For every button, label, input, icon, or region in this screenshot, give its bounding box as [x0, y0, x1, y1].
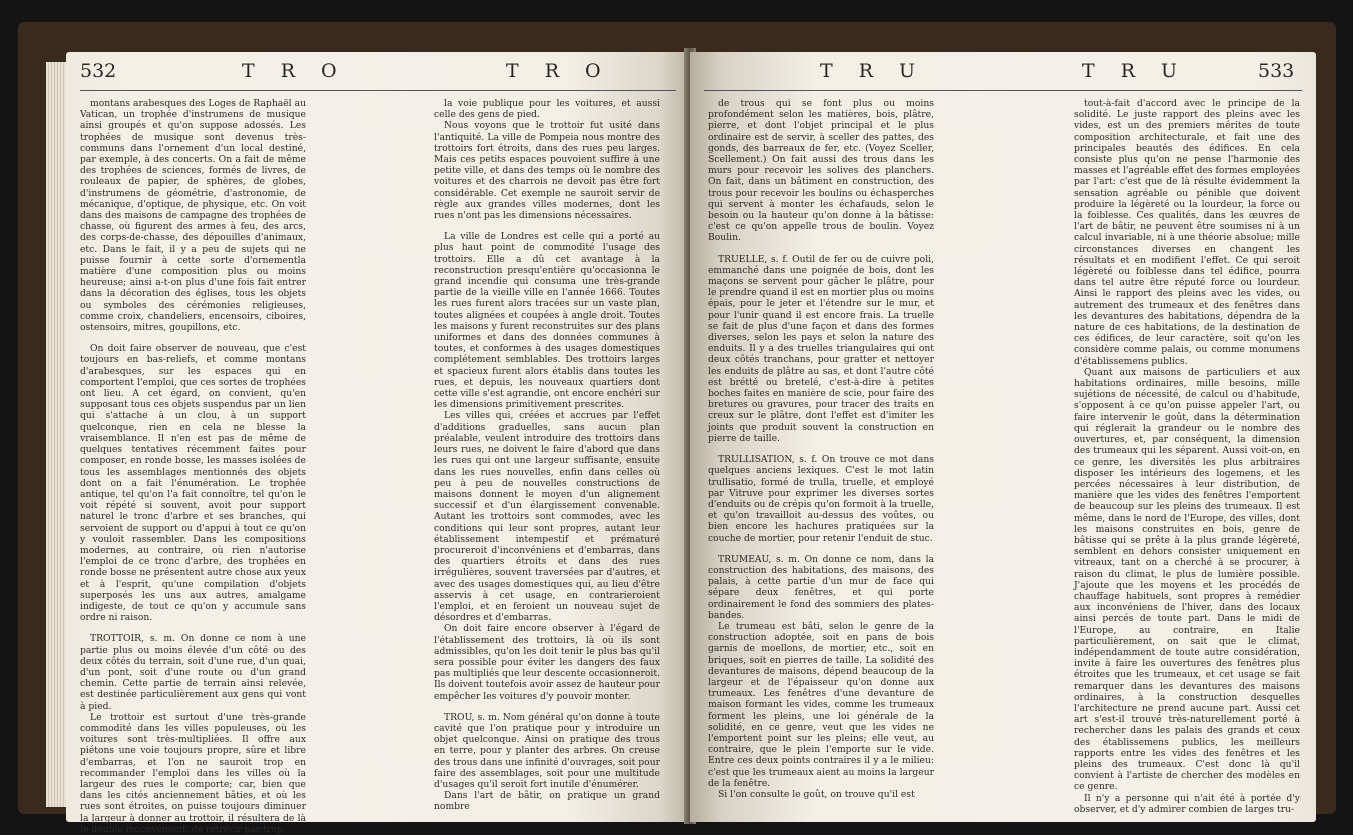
right-head-rule	[704, 90, 1302, 91]
paragraph: Dans l'art de bâtir, on pratique un grand nombre	[434, 790, 660, 813]
paragraph: Le trottoir est surtout d'une très-grande commodité dans les villes populeuses, où les voitures sont très-multipliées. Il offre aux piétons une voie toujours propre, sûre et libre d'embarras, et l'on ne sauroit trop en recommander l'emploi dans les villes où la largeur des rues le comporte; car, bien que dans les cités anciennement bâties, et où les rues sont étroites, on puisse toujours diminuer la largeur à donner au trottoir, il résultera de là le double inconvénient, de rétrécir par trop	[80, 711, 306, 835]
paragraph: Il n'y a personne qui n'ait été à portée d'y observer, et d'y admirer combien de larges tru-	[1074, 792, 1300, 815]
right-page-number: 533	[1258, 60, 1295, 82]
paragraph: TRUELLE, s. f. Outil de fer ou de cuivre poli, emmanché dans une poignée de bois, dont les maçons se servent pour gâcher le plâtre, pour le prendre quand il est en mortier plus ou moins épais, pour le jeter et l'étendre sur le mur, et pour l'unir quand il est encore frais. La truelle se fait de plus d'une façon et dans des formes diverses, selon les pays et selon la nature des enduits. Il y a des truelles triangulaires qui ont deux côtés tranchans, pour gratter et nettoyer les enduits de plâtre au sas, et dont l'autre côté est brétté ou bretelé, c'est-à-dire à petites boches faites en manière de scie, pour faire des bretures ou gravures, pour tracer des traits en creux sur le plâtre, dont l'effet est d'imiter les joints que produit souvent la construction en pierre de taille.	[708, 253, 934, 444]
book-spread	[18, 22, 1336, 835]
left-page-number: 532	[80, 60, 117, 82]
paragraph: de trous qui se font plus ou moins profondément selon les matières, bois, plâtre, pierre, et dont l'objet principal et le plus ordinaire est de servir, à sceller des pattes, des gonds, des barreaux de fer, etc. (Voyez Sceller, Scellement.) On fait aussi des trous dans les murs pour recevoir les solives des planchers. On fait, dans un bâtiment en construction, des trous pour recevoir les boulins ou échasperches qui servent à monter les échafauds, selon le besoin ou la hauteur qu'on donne à la bâtisse: c'est ce qu'on appelle trous de boulin. Voyez Boulin.	[708, 98, 934, 244]
right-head-col2: T R U	[1082, 60, 1188, 82]
right-column-1	[708, 98, 934, 800]
right-column-2	[1074, 98, 1300, 815]
paragraph: TROU, s. m. Nom général qu'on donne à toute cavité que l'on pratique pour y introduire un objet quelconque. Ainsi on pratique des trous en terre, pour y planter des arbres. On creuse des trous dans une infinité d'ouvrages, soit pour faire des assemblages, soit pour une multitude d'usages qu'il seroit fort inutile d'énumérer.	[434, 711, 660, 790]
paragraph: la voie publique pour les voitures, et aussi celle des gens de pied.	[434, 98, 660, 121]
paragraph: TRULLISATION, s. f. On trouve ce mot dans quelques anciens lexiques. C'est le mot latin trullisatio, formé de trulla, truelle, et employé par Vitruve pour exprimer les diverses sortes d'enduits ou de crépis qu'on formoit à la truelle, et qu'on travailloit au-dessus des voûtes, ou bien encore les hachures pratiquées sur la couche de mortier, pour retenir l'enduit de stuc.	[708, 454, 934, 544]
left-head-rule	[80, 90, 676, 91]
left-page	[66, 52, 692, 835]
paragraph: On doit faire encore observer à l'égard de l'établissement des trottoirs, là où ils sont admissibles, qu'on les doit tenir le plus bas qu'il sera possible pour éviter les dangers des faux pas multipliés que leur descente occasionneroit. Ils doivent toutefois avoir assez de hauteur pour empêcher les voitures d'y pouvoir monter.	[434, 623, 660, 702]
paragraph: Les villes qui, créées et accrues par l'effet d'additions graduelles, sans aucun plan préalable, veulent introduire des trottoirs dans leurs rues, ne doivent le faire d'abord que dans les rues qui ont une largeur suffisante, ensuite dans les rues nouvelles, enfin dans celles où peu à peu de nouvelles constructions de maisons donnent le moyen d'un alignement successif et d'un élargissement convenable. Autant les trottoirs sont commodes, avec les conditions qui leur sont propres, autant leur établissement intempestif et prématuré procureroit d'inconvéniens et d'embarras, dans des quartiers étroits et dans des rues irrégulières, souvent traversées par d'autres, et avec des usages domestiques qui, au lieu d'être asservis à cet usage, en contrarieroient l'emploi, et en feroient un nouveau sujet de désordres et d'embarras.	[434, 410, 660, 624]
paragraph: Le trumeau est bâti, selon le genre de la construction adoptée, soit en pans de bois garnis de moellons, de mortier, etc., soit en briques, soit en pierres de taille. La solidité des devantures de maisons, dépend beaucoup de la largeur et de l'épaisseur qu'on donne aux trumeaux. Les fenêtres d'une devanture de maison formant les vides, comme les trumeaux forment les pleins, une loi générale de la solidité, en ce genre, veut que les vides ne l'emportent point sur les pleins; elle veut, au contraire, que le plein l'emporte sur le vide. Entre ces deux points contraires il y a le milieu: c'est que les trumeaux aient au moins la largeur de la fenêtre.	[708, 620, 934, 789]
paragraph: Nous voyons que le trottoir fut usité dans l'antiquité. La ville de Pompeia nous montre des trottoirs fort étroits, dans des rues peu larges. Mais ces petits espaces pouvoient suffire à une petite ville, et dans des temps où le nombre des voitures et des charrois ne devoit pas être fort considérable. Cet exemple ne sauroit servir de règle aux grandes villes modernes, dont les rues n'ont pas les dimensions nécessaires.	[434, 120, 660, 222]
left-running-head	[66, 60, 692, 90]
paragraph: La ville de Londres est celle qui a porté au plus haut point de commodité l'usage des trottoirs. Elle a dû cet avantage à la reconstruction presqu'entière qu'occasionna le grand incendie qui consuma une très-grande partie de la vieille ville en l'année 1666. Toutes les rues furent alors tracées sur un vaste plan, toutes alignées et coupées à angle droit. Toutes les maisons y furent reconstruites sur des plans uniformes et dans des données communes à toutes, et conformes à des usages domestiques complétement semblables. Des trottoirs larges et spacieux furent alors établis dans toutes les rues, et depuis, les nouveaux quartiers dont cette ville s'est agrandie, ont encore enchéri sur les dimensions primitivement prescrites.	[434, 231, 660, 411]
right-page	[690, 52, 1316, 822]
left-column-2	[434, 98, 660, 813]
left-head-col1: T R O	[242, 60, 347, 82]
paragraph: TRUMEAU, s. m. On donne ce nom, dans la construction des habitations, des maisons, des palais, à cette partie d'un mur de face qui sépare deux fenêtres, et qui porte ordinairement le fond des sommiers des plates-bandes.	[708, 553, 934, 621]
paragraph: On doit faire observer de nouveau, que c'est toujours en bas-reliefs, et comme montans d'arabesques, sur les espaces qui en comportent l'emploi, que ces sortes de trophées ont lieu. A cet égard, on convient, qu'en supposant tous ces objets suspendus par un lien qui s'attache à un clou, à un support quelconque, rien en cela ne blesse la vraisemblance. Il n'en est pas de même de quelques tentatives récemment faites pour composer, en ronde bosse, les masses isolées de tous les assemblages mentionnés des objets dont on a fait l'énumération. Le trophée antique, tel qu'on l'a fait connoître, tel qu'on le voit répété si souvent, avoit pour support naturel le tronc d'arbre et ses branches, qui servoient de support ou d'appui à tout ce qu'on y vouloit rassembler. Dans les compositions modernes, au contraire, où rien n'autorise l'emploi de ce tronc d'arbre, des trophées en ronde bosse ne présentent autre chose aux yeux et à l'esprit, qu'une compilation d'objets superposés les uns aux autres, amalgame indigeste, de tout ce qu'on y accumule sans ordre ni raison.	[80, 343, 306, 624]
paragraph: TROTTOIR, s. m. On donne ce nom à une partie plus ou moins élevée d'un côté ou des deux côtés du terrain, soit d'une rue, d'un quai, d'un pont, soit d'une route ou d'un grand chemin. Cette partie de terrain ainsi relevée, est destinée particulièrement aux gens qui vont à pied.	[80, 633, 306, 712]
paragraph: Si l'on consulte le goût, on trouve qu'il est	[718, 788, 915, 800]
right-running-head	[690, 60, 1316, 90]
paragraph: Quant aux maisons de particuliers et aux habitations ordinaires, mille besoins, mille sujétions de nécessité, de calcul ou d'habitude, s'opposent à ce qu'on puisse appeler l'art, ou faire intervenir le goût, dans la détermination qui réglerait la grandeur ou le nombre des ouvertures, et, par conséquent, la dimension des trumeaux qui les séparent. Aussi voit-on, en ce genre, les diversités les plus arbitraires disposer les intérieurs des logemens, et les percées nécessaires à leur distribution, de manière que les vides des fenêtres l'emportent de beaucoup sur les pleins des trumeaux. Il est même, dans le nord de l'Europe, des villes, dont les maisons construites en bois, genre de bâtisse qui se prête à la plus grande légèreté, semblent en dehors consister uniquement en vitreaux, tant on a cherché à se procurer, à raison du climat, le plus de lumière possible. J'ajoute que les moyens et les procédés de chauffage habituels, sont propres à remédier aux inconvéniens de l'hiver, dans des locaux ainsi percés de toute part. Dans le midi de l'Europe, au contraire, en Italie particulièrement, on sait que le climat, indépendamment de toute autre considération, invite à faire les ouvertures des fenêtres plus étroites que les trumeaux, et cet usage se fait remarquer dans les devantures des maisons ordinaires, à la construction desquelles l'architecture ne prend aucune part. Aussi cet art s'est-il trouvé très-naturellement porté à rechercher dans les palais des grands et ceux des établissemens publics, les meilleurs rapports entre les vides des fenêtres et les pleins des trumeaux. C'est donc là qu'il convient à l'artiste de chercher des modèles en ce genre.	[1074, 366, 1300, 793]
paragraph: tout-à-fait d'accord avec le principe de la solidité. Le juste rapport des pleins avec les vides, est un des premiers mérites de toute composition architecturale, et fait une des principales beautés des édifices. En cela consiste plus qu'on ne pense l'harmonie des masses et l'agréable effet des formes employées par l'art: c'est que de là résulte évidemment la sensation agréable ou pénible que doivent produire la légèreté ou la lourdeur, la force ou la foiblesse. Ces qualités, dans les œuvres de l'art de bâtir, ne peuvent être soumises ni à un calcul invariable, ni à une théorie absolue; mille circonstances diverses en changent les résultats et en modifient l'effet. Ce qui seroit légèreté ou foiblesse dans tel édifice, pourra dans tel autre être réputé force ou lourdeur. Ainsi le rapport des pleins avec les vides, ou autrement des trumeaux et des fenêtres dans les devantures des habitations, dépendra de la nature de ces habitations, de la destination de ces édifices, de leur caractère, soit qu'on les considère comme palais, ou comme monumens d'établissemens publics.	[1074, 98, 1300, 367]
left-column-1	[80, 98, 306, 835]
left-head-col2: T R O	[506, 60, 611, 82]
right-head-col1: T R U	[820, 60, 926, 82]
paragraph: montans arabesques des Loges de Raphaël au Vatican, un trophée d'instrumens de musique ainsi groupés et qu'on suppose adossés. Les trophées de musique sont devenus très-communs dans l'ornement d'un local destiné, par exemple, à des concerts. On a fait de même des trophées de sciences, formés de livres, de rouleaux de papier, de sphères, de globes, d'instrumens de géométrie, d'astronomie, de mécanique, d'optique, de physique, etc. On voit dans des maisons de campagne des trophées de chasse, où figurent des armes à feu, des arcs, des corps-de-chasse, des dépouilles d'animaux, etc. Dans le fait, il y a peu de sujets qui ne puisse fournir à cette sorte d'ornementla matière d'une composition plus ou moins heureuse; ainsi a-t-on plus d'une fois fait entrer dans la décoration des églises, tous les objets ou symboles des cérémonies religieuses, comme croix, chandeliers, encensoirs, ciboires, ostensoirs, mitres, goupillons, etc.	[80, 98, 306, 334]
